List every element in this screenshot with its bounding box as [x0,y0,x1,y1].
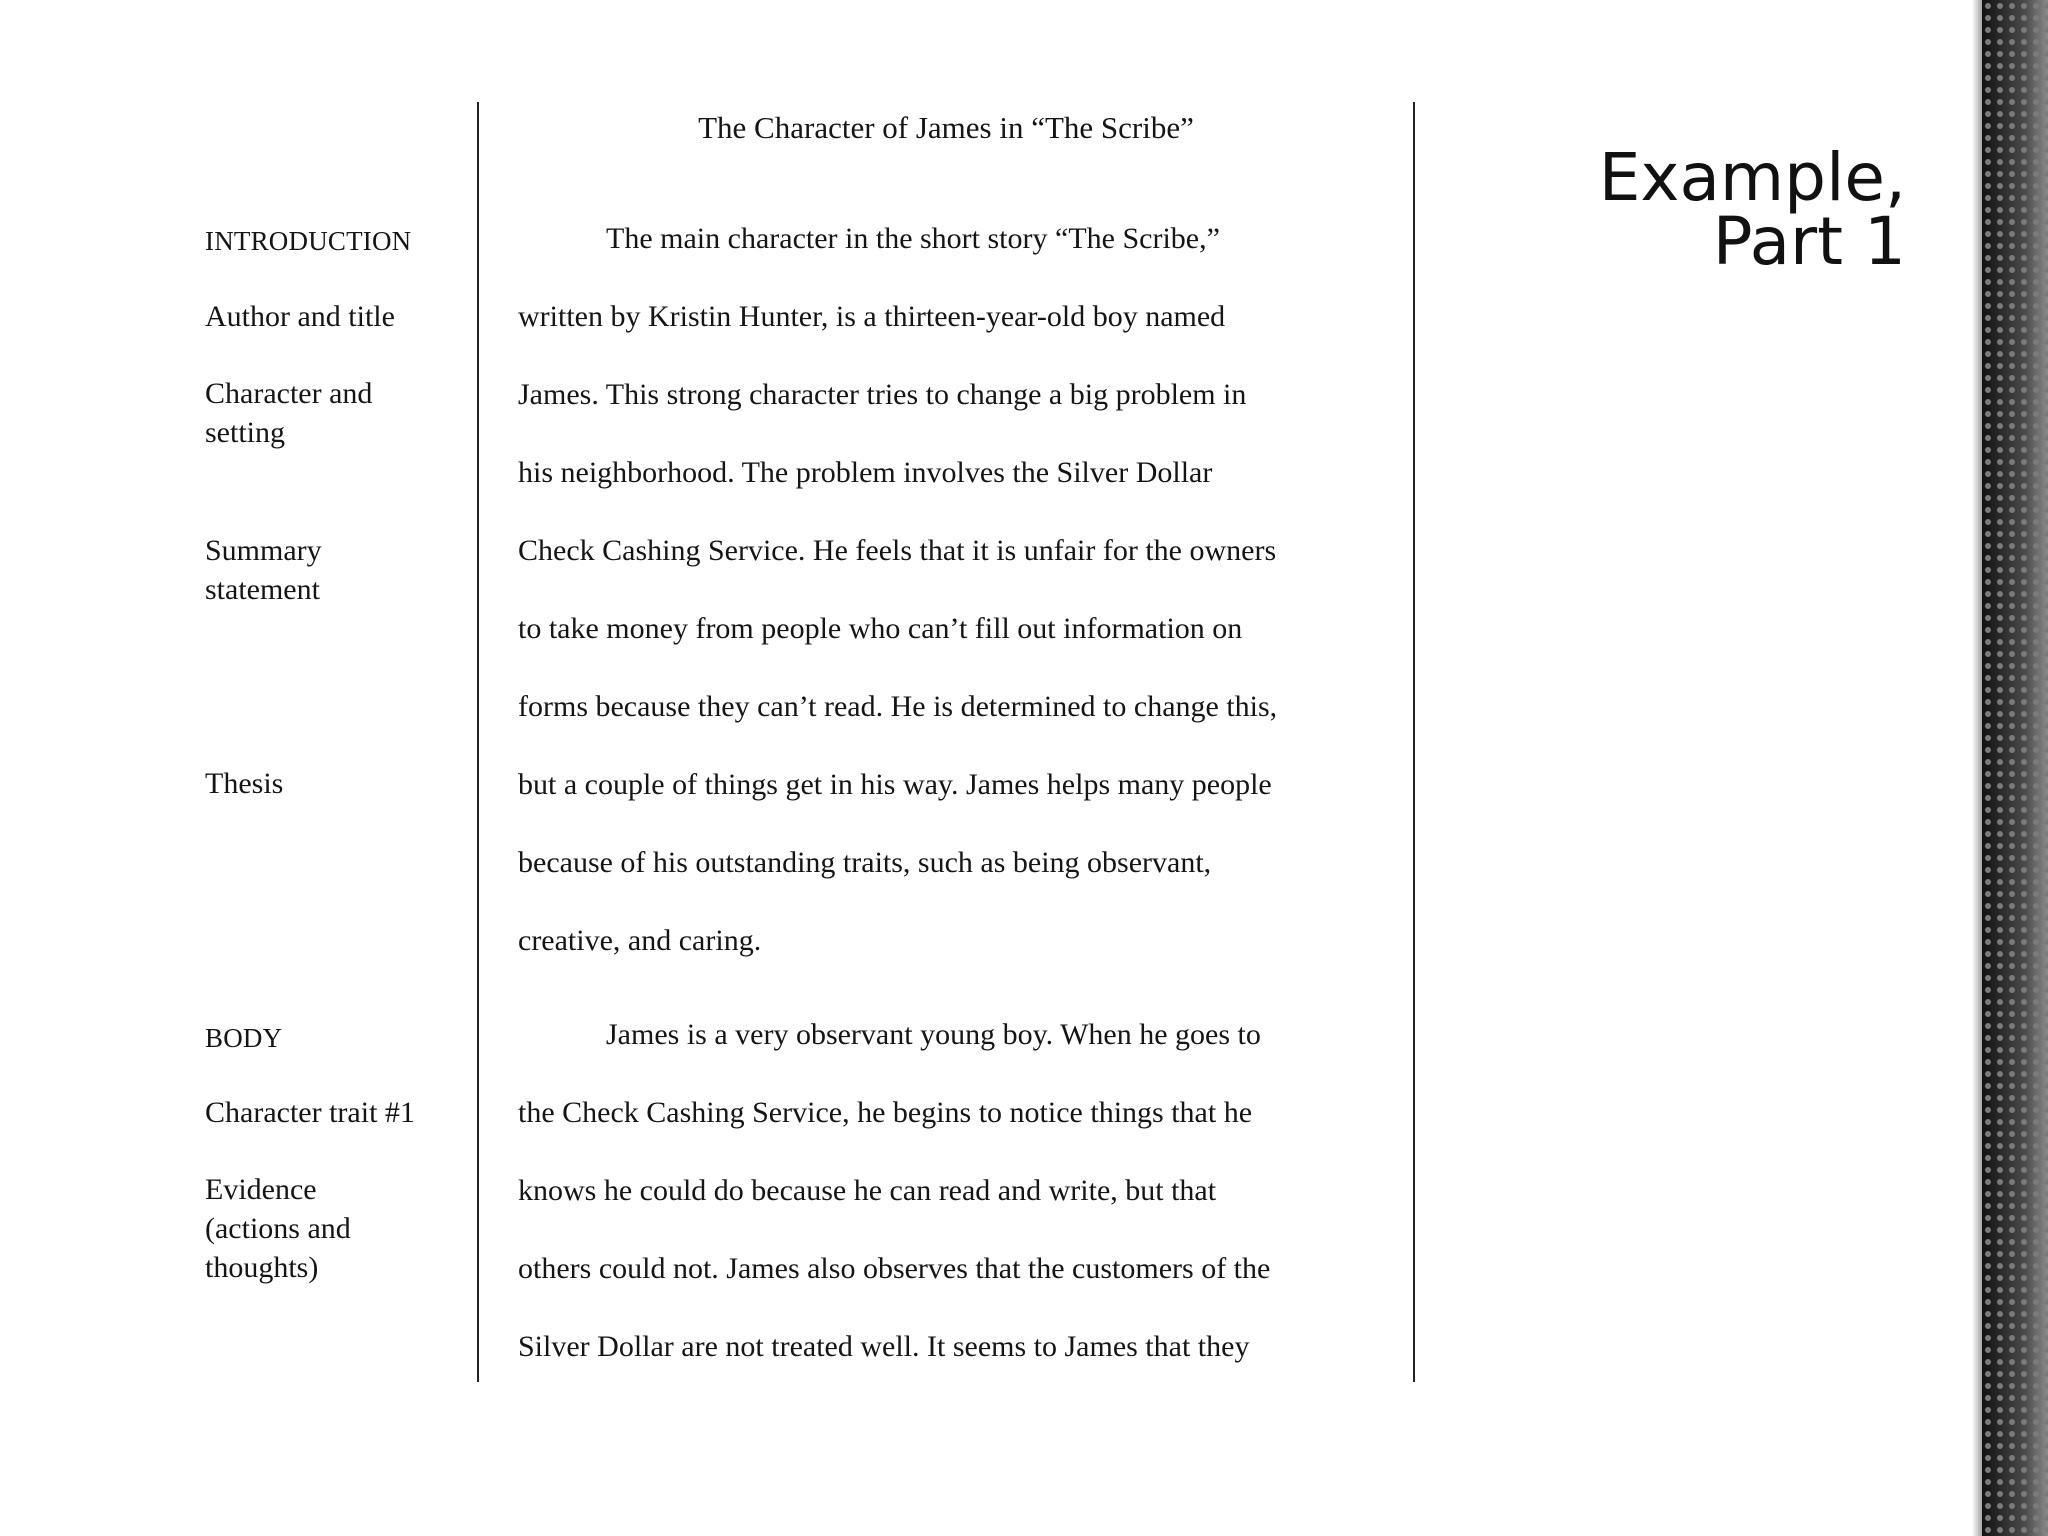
paragraph-line: but a couple of things get in his way. James helps many people [518,768,1272,801]
slide-title-line-1: Example, [1598,139,1906,216]
paragraph-line: the Check Cashing Service, he begins to notice things that he [518,1096,1253,1129]
margin-label-summary-statement: Summary statement [205,534,322,606]
slide-title-line-2: Part 1 [1712,203,1906,280]
paragraph-introduction [518,200,1398,980]
edge-shadow [1972,0,1982,1536]
margin-label-character-trait-1: Character trait #1 [205,1096,415,1129]
paragraph-line: to take money from people who can’t fill out information on [518,612,1243,645]
paragraph-line: forms because they can’t read. He is determined to change this, [518,690,1278,723]
paragraph-line: The main character in the short story “The Scribe,” [606,222,1220,255]
margin-label-character-setting: Character and setting [205,377,373,449]
paragraph-body [518,996,1398,1386]
paragraph-line: his neighborhood. The problem involves the Silver Dollar [518,456,1213,489]
margin-label-thesis: Thesis [205,767,284,800]
margin-label-author-title: Author and title [205,300,395,333]
paragraph-line: because of his outstanding traits, such as being observant, [518,846,1212,879]
paragraph-line: Check Cashing Service. He feels that it is unfair for the owners [518,534,1277,567]
essay-title: The Character of James in “The Scribe” [698,110,1194,145]
paragraph-line: written by Kristin Hunter, is a thirteen-year-old boy named [518,300,1226,333]
paragraph-line: creative, and caring. [518,924,762,957]
paragraph-line: Silver Dollar are not treated well. It seems to James that they [518,1330,1250,1363]
slide-title [1598,139,1906,280]
paragraph-line: others could not. James also observes that the customers of the [518,1252,1271,1285]
right-margin-rule [1413,102,1415,1382]
margin-label-evidence: Evidence (actions and thoughts) [205,1173,351,1284]
decorative-edge-band [1982,0,2048,1536]
paragraph-line: James is a very observant young boy. When he goes to [606,1018,1261,1051]
paragraph-line: James. This strong character tries to change a big problem in [518,378,1247,411]
paragraph-line: knows he could do because he can read and write, but that [518,1174,1217,1207]
margin-label-introduction: INTRODUCTION [205,226,412,256]
left-margin-rule [477,102,479,1382]
margin-label-body: BODY [205,1023,283,1053]
